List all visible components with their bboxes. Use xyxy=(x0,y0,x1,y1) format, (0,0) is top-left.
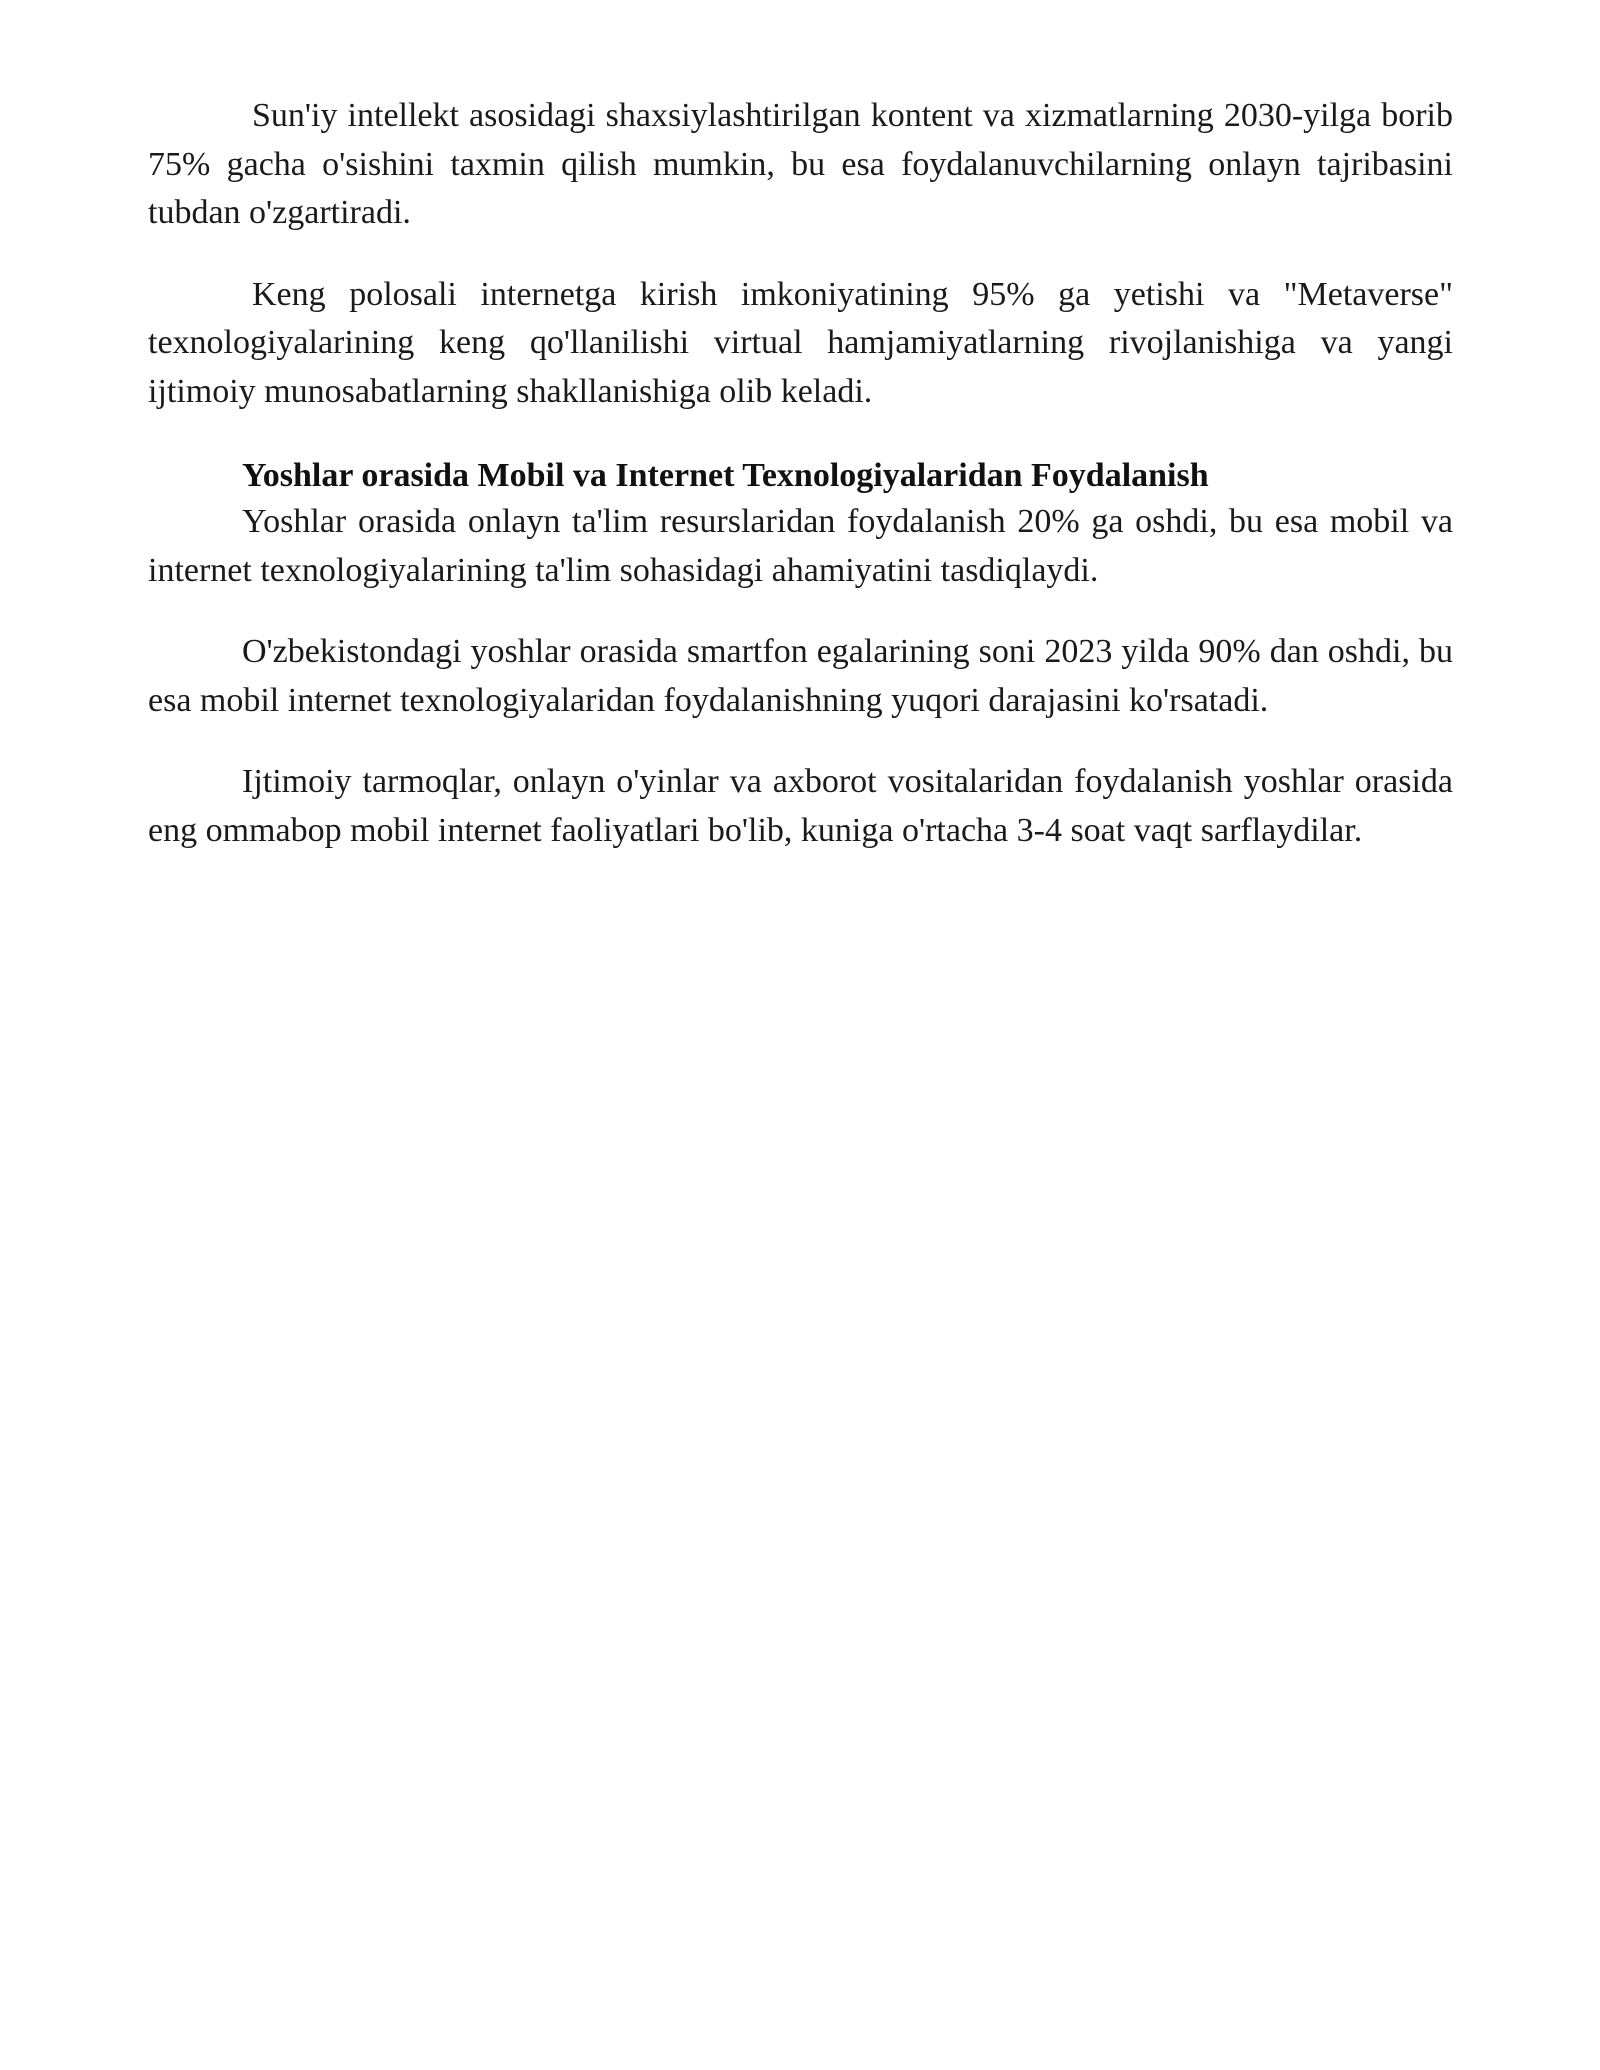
section-heading: Yoshlar orasida Mobil va Internet Texnologiyalaridan Foydalanish xyxy=(242,457,1209,494)
paragraph-social-media-usage: Ijtimoiy tarmoqlar, onlayn o'yinlar va axborot vositalaridan foydalanish yoshlar orasida eng ommabop mobil internet faoliyatlari bo'lib, kuniga o'rtacha 3-4 soat vaqt sarflaydilar. xyxy=(148,763,1453,849)
document-body xyxy=(148,92,1453,855)
paragraph-online-education: Yoshlar orasida onlayn ta'lim resurslaridan foydalanish 20% ga oshdi, bu esa mobil va internet texnologiyalarining ta'lim sohasidagi ahamiyatini tasdiqlaydi. xyxy=(148,503,1453,589)
paragraph-broadband-metaverse: Keng polosali internetga kirish imkoniyatining 95% ga yetishi va "Metaverse" texnologiyalarining keng qo'llanilishi virtual hamjamiyatlarning rivojlanishiga va yangi ijtimoiy munosabatlarning shakllanishiga olib keladi. xyxy=(148,275,1453,410)
paragraph-smartphone-ownership: O'zbekistondagi yoshlar orasida smartfon egalarining soni 2023 yilda 90% dan oshdi, bu esa mobil internet texnologiyalaridan foydalanishning yuqori darajasini ko'rsatadi. xyxy=(148,633,1453,719)
paragraph-ai-personalization: Sun'iy intellekt asosidagi shaxsiylashtirilgan kontent va xizmatlarning 2030-yilga borib 75% gacha o'sishini taxmin qilish mumkin, bu esa foydalanuvchilarning onlayn tajribasini tubdan o'zgartiradi. xyxy=(148,97,1453,231)
